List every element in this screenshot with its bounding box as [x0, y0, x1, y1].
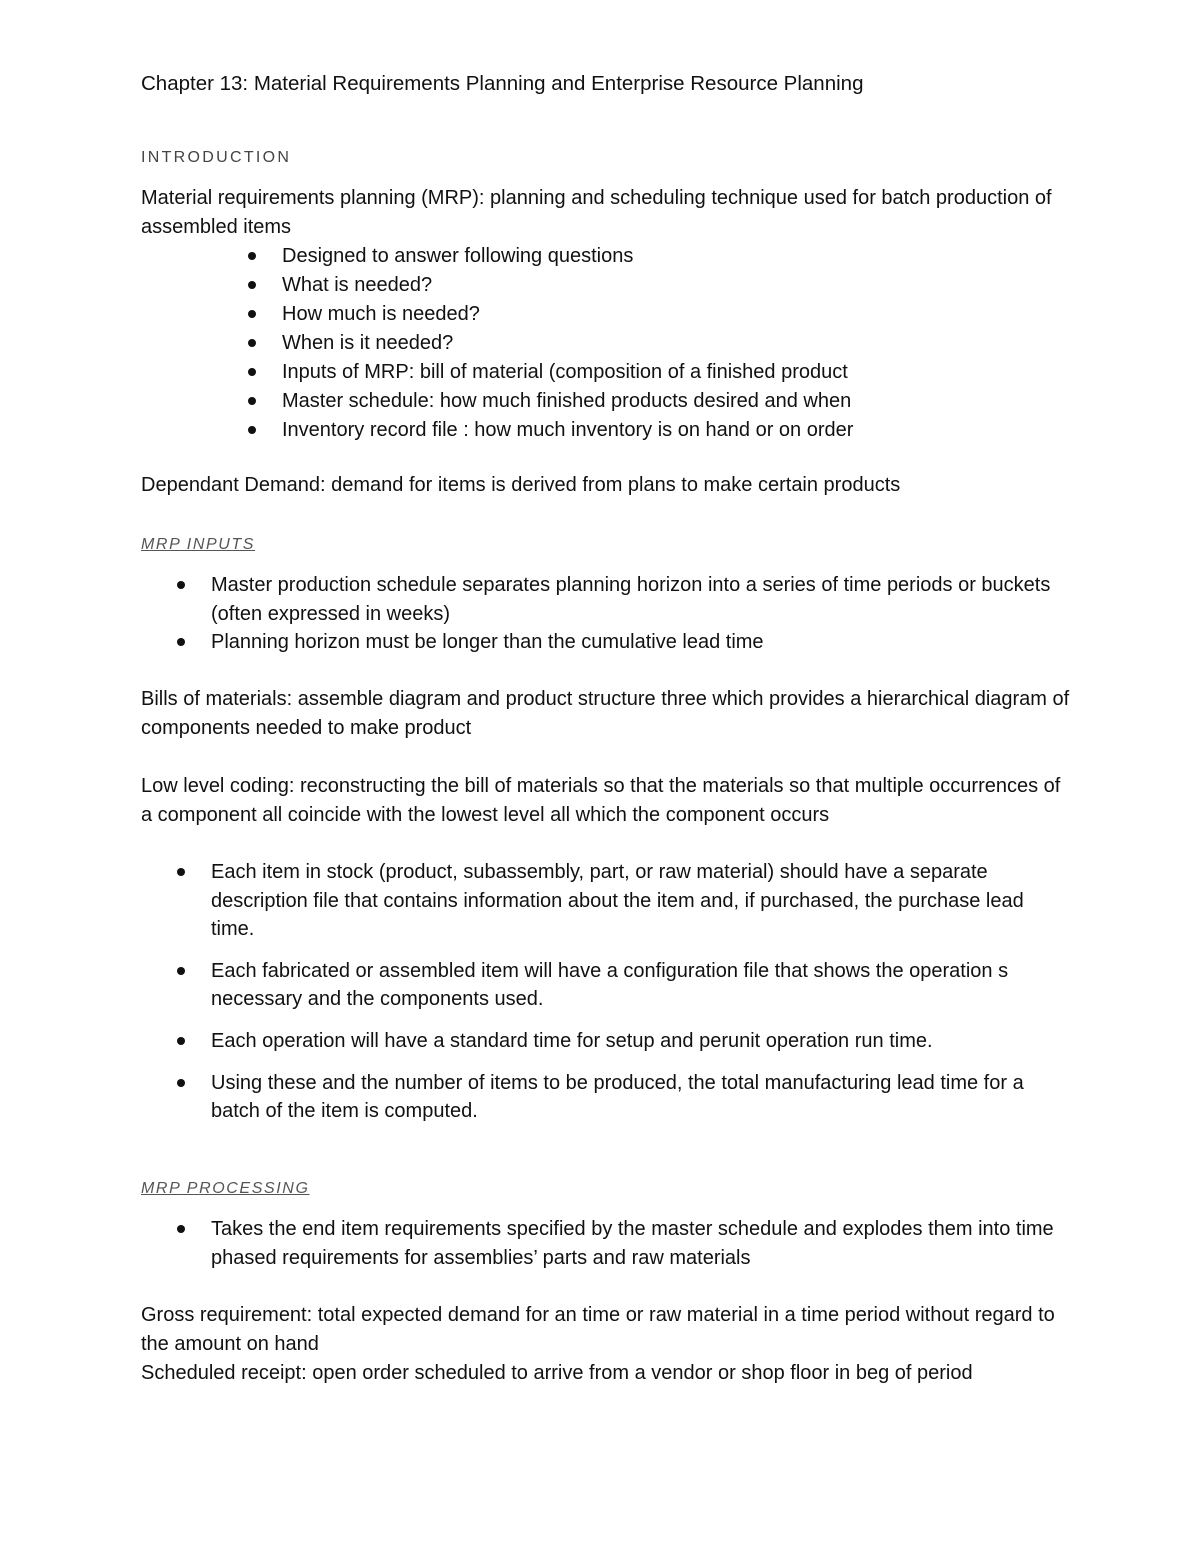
- list-item: Each fabricated or assembled item will have a configuration file that shows the operation s necessary and the components used.: [211, 957, 1071, 1014]
- scheduled-receipt-paragraph: Scheduled receipt: open order scheduled to arrive from a vendor or shop floor in beg of period: [141, 1362, 973, 1384]
- mrp-processing-heading: MRP PROCESSING: [141, 1180, 310, 1197]
- list-item: Planning horizon must be longer than the cumulative lead time: [211, 628, 1071, 657]
- mrp-inputs-bullet-list: [211, 571, 1071, 657]
- gross-requirement-paragraph: Gross requirement: total expected demand for an time or raw material in a time period without regard to the amount on hand: [141, 1304, 1055, 1355]
- bills-of-materials-paragraph: Bills of materials: assemble diagram and product structure three which provides a hierarchical diagram of components needed to make product: [141, 688, 1070, 739]
- list-item: What is needed?: [282, 271, 1082, 300]
- list-item: Takes the end item requirements specified by the master schedule and explodes them into time phased requirements for assemblies’ parts and raw materials: [211, 1215, 1071, 1272]
- page-title: Chapter 13: Material Requirements Planning and Enterprise Resource Planning: [141, 72, 864, 95]
- item-file-bullet-list: [211, 858, 1071, 1139]
- list-item: Each item in stock (product, subassembly, part, or raw material) should have a separate description file that contains information about the item and, if purchased, the purchase lead time.: [211, 858, 1071, 944]
- mrp-definition-paragraph: Material requirements planning (MRP): planning and scheduling technique used for batch production of assembled items: [141, 187, 1052, 238]
- list-item: Master production schedule separates planning horizon into a series of time periods or buckets (often expressed in weeks): [211, 571, 1071, 628]
- low-level-coding-paragraph: Low level coding: reconstructing the bill of materials so that the materials so that multiple occurrences of a component all coincide with the lowest level all which the component occurs: [141, 775, 1061, 826]
- list-item: Master schedule: how much finished products desired and when: [282, 387, 1082, 416]
- introduction-heading: INTRODUCTION: [141, 149, 292, 166]
- mrp-processing-bullet-list: [211, 1215, 1071, 1272]
- list-item: When is it needed?: [282, 329, 1082, 358]
- list-item: Inputs of MRP: bill of material (composition of a finished product: [282, 358, 1082, 387]
- list-item: Inventory record file : how much inventory is on hand or on order: [282, 416, 1082, 445]
- list-item: Each operation will have a standard time for setup and perunit operation run time.: [211, 1027, 1071, 1056]
- mrp-inputs-heading: MRP INPUTS: [141, 536, 256, 553]
- dependent-demand-paragraph: Dependant Demand: demand for items is derived from plans to make certain products: [141, 474, 901, 496]
- introduction-bullet-list: [282, 242, 1082, 445]
- list-item: How much is needed?: [282, 300, 1082, 329]
- list-item: Using these and the number of items to be produced, the total manufacturing lead time for a batch of the item is computed.: [211, 1069, 1071, 1126]
- list-item: Designed to answer following questions: [282, 242, 1082, 271]
